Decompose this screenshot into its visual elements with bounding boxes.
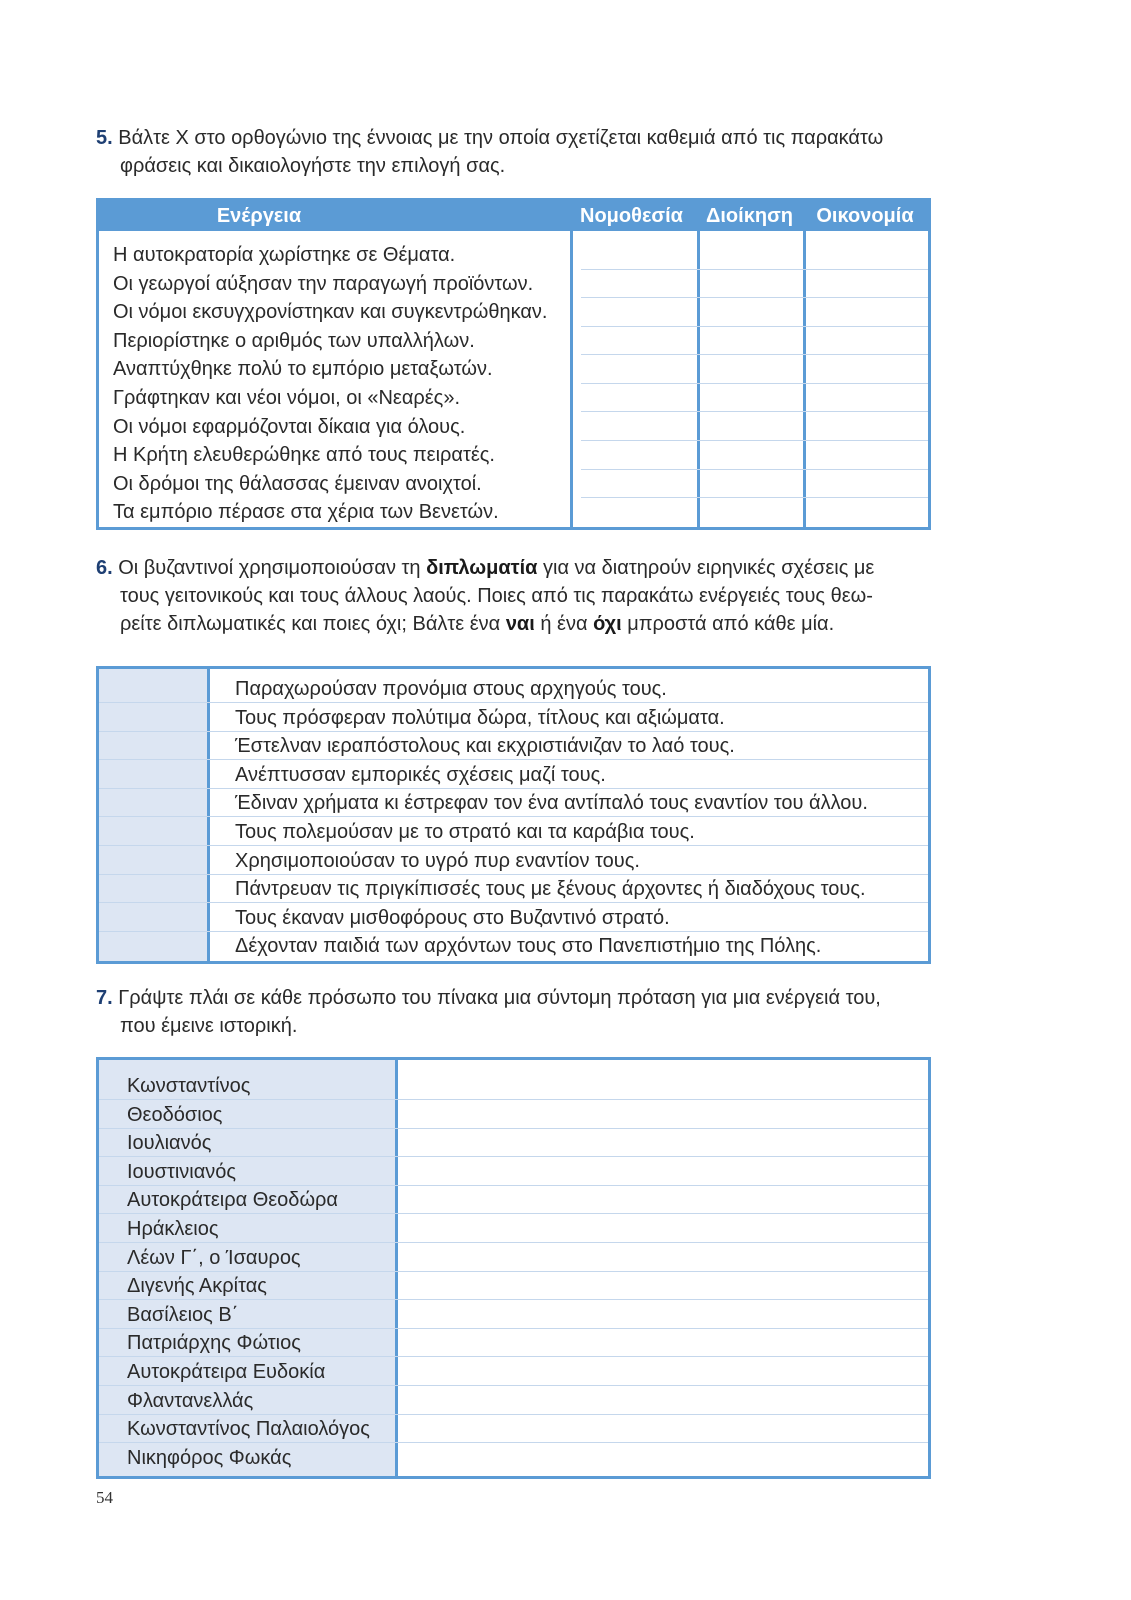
table-row: Κωνσταντίνος Παλαιολόγος	[127, 1418, 370, 1441]
table-row: Γράφτηκαν και νέοι νόμοι, οι «Νεαρές».	[113, 386, 461, 409]
table-row: Αυτοκράτειρα Ευδοκία	[127, 1360, 326, 1383]
answer-column[interactable]	[99, 669, 207, 961]
table-row: Βασίλειος Β΄	[127, 1303, 239, 1326]
header-dioikisi: Διοίκηση	[706, 205, 793, 227]
table-row: Οι δρόμοι της θάλασσας έμειναν ανοιχτοί.	[113, 472, 482, 495]
emphasis-text: όχι	[593, 613, 622, 635]
question-text: Γράψτε πλάι σε κάθε πρόσωπο του πίνακα μια σύντομη πρόταση για μια ενέργειά του,	[118, 987, 881, 1009]
table-row: Αυτοκράτειρα Θεοδώρα	[127, 1189, 338, 1212]
table-row: Πατριάρχης Φώτιος	[127, 1332, 301, 1355]
row-divider	[581, 440, 928, 441]
row-divider	[581, 354, 928, 355]
question-text: τους γειτονικούς και τους άλλους λαούς. Ποιες από τις παρακάτω ενέργειές τους θεω-	[120, 585, 873, 607]
q5-table	[96, 198, 931, 530]
question-7	[96, 984, 936, 1040]
question-text: για να διατηρούν ειρηνικές σχέσεις με	[537, 557, 875, 579]
emphasis-text: ναι	[505, 613, 535, 635]
table-row: Τους πολεμούσαν με το στρατό και τα καράβια τους.	[235, 820, 695, 843]
page-number: 54	[96, 1488, 113, 1507]
table-header	[99, 201, 928, 231]
question-text: που έμεινε ιστορική.	[120, 1015, 298, 1037]
table-row: Τους έκαναν μισθοφόρους στο Βυζαντινό στρατό.	[235, 906, 670, 929]
header-nomothesia: Νομοθεσία	[580, 205, 683, 227]
table-row: Οι νόμοι εκσυγχρονίστηκαν και συγκεντρώθηκαν.	[113, 301, 548, 324]
row-divider	[581, 497, 928, 498]
table-row: Ιουλιανός	[127, 1132, 212, 1155]
table-row: Διγενής Ακρίτας	[127, 1275, 267, 1298]
table-row: Περιορίστηκε ο αριθμός των υπαλλήλων.	[113, 329, 475, 352]
row-divider	[581, 383, 928, 384]
table-row: Θεοδόσιος	[127, 1103, 223, 1126]
header-energeia: Ενέργεια	[216, 205, 302, 227]
row-divider	[581, 326, 928, 327]
question-number: 6.	[96, 557, 113, 579]
question-text: Βάλτε Χ στο ορθογώνιο της έννοιας με την οποία σχετίζεται καθεμιά από τις παρακάτω	[118, 127, 884, 149]
table-row: Η αυτοκρατορία χωρίστηκε σε Θέματα.	[113, 244, 456, 266]
table-row: Οι νόμοι εφαρμόζονται δίκαια για όλους.	[113, 415, 466, 438]
emphasis-text: διπλωματία	[426, 557, 538, 579]
table-row: Οι γεωργοί αύξησαν την παραγωγή προϊόντων.	[113, 272, 534, 295]
column-divider	[803, 231, 806, 527]
table-row: Κωνσταντίνος	[127, 1075, 251, 1097]
row-divider	[581, 269, 928, 270]
table-row: Ιουστινιανός	[127, 1160, 237, 1183]
table-row: Η Κρήτη ελευθερώθηκε από τους πειρατές.	[113, 444, 495, 467]
question-number: 5.	[96, 127, 113, 149]
row-divider	[581, 411, 928, 412]
table-row: Ηράκλειος	[127, 1217, 219, 1240]
table-row: Ανέπτυσσαν εμπορικές σχέσεις μαζί τους.	[235, 763, 606, 786]
row-divider	[581, 297, 928, 298]
table-row: Φλαντανελλάς	[127, 1389, 254, 1412]
q7-table	[96, 1057, 931, 1479]
table-row: Χρησιμοποιούσαν το υγρό πυρ εναντίον τους.	[235, 849, 640, 872]
table-row: Παραχωρούσαν προνόμια στους αρχηγούς τους.	[235, 678, 667, 700]
question-5	[96, 124, 936, 180]
question-text: ή ένα	[534, 613, 594, 635]
table-row: Λέων Γ΄, ο Ίσαυρος	[127, 1246, 301, 1269]
row-divider	[581, 469, 928, 470]
table-row: Τα εμπόριο πέρασε στα χέρια των Βενετών.	[113, 501, 499, 524]
column-divider	[697, 231, 700, 527]
question-text: ρείτε διπλωματικές και ποιες όχι; Βάλτε ένα	[120, 613, 506, 635]
table-row: Πάντρευαν τις πριγκίπισσές τους με ξένους άρχοντες ή διαδόχους τους.	[235, 878, 866, 901]
table-row: Δέχονταν παιδιά των αρχόντων τους στο Πανεπιστήμιο της Πόλης.	[235, 935, 822, 958]
column-divider	[207, 669, 210, 961]
table-row: Έστελναν ιεραπόστολους και εκχριστιάνιζαν το λαό τους.	[235, 735, 735, 758]
question-6	[96, 554, 936, 638]
table-row: Έδιναν χρήματα κι έστρεφαν τον ένα αντίπαλό τους εναντίον του άλλου.	[235, 792, 868, 815]
table-row: Αναπτύχθηκε πολύ το εμπόριο μεταξωτών.	[113, 358, 493, 381]
question-text: φράσεις και δικαιολογήστε την επιλογή σας.	[120, 155, 506, 177]
q6-table	[96, 666, 931, 964]
header-oikonomia: Οικονομία	[816, 205, 914, 227]
column-divider	[570, 231, 573, 527]
question-number: 7.	[96, 987, 113, 1009]
table-row: Τους πρόσφεραν πολύτιμα δώρα, τίτλους και αξιώματα.	[235, 706, 725, 729]
table-row: Νικηφόρος Φωκάς	[127, 1446, 292, 1469]
question-text: Οι βυζαντινοί χρησιμοποιούσαν τη	[118, 557, 427, 579]
question-text: μπροστά από κάθε μία.	[621, 613, 835, 635]
